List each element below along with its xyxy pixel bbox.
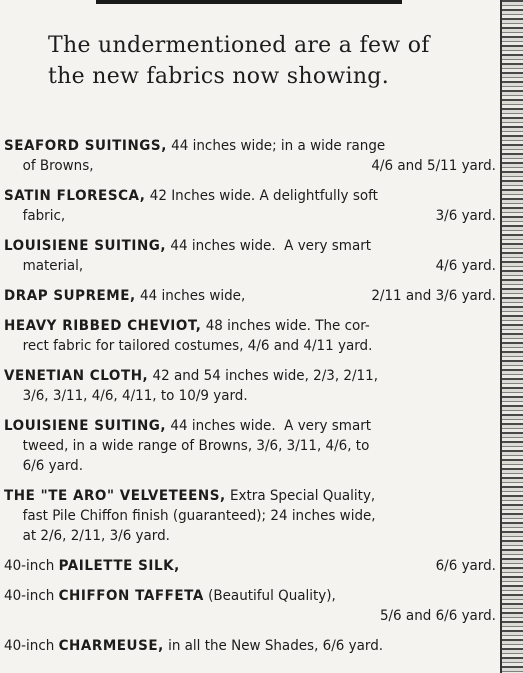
fabric-description: 44 inches wide. A very smart [166, 418, 372, 434]
fabric-name: SEAFORD SUITINGS, [4, 138, 167, 154]
fabric-item-seaford-suitings [4, 136, 496, 176]
fabric-name: CHIFFON TAFFETA [58, 588, 204, 604]
fabric-item-louisiene-suiting [4, 236, 496, 276]
fabric-name: SATIN FLORESCA, [4, 188, 146, 204]
fabric-price: 2/11 and 3/6 yard. [371, 288, 496, 304]
item-line [4, 556, 496, 576]
fabric-width-prefix: 40-inch [4, 588, 59, 604]
item-line [4, 286, 496, 306]
item-line [4, 636, 496, 656]
item-line [4, 436, 496, 456]
fabric-description: Extra Special Quality, [225, 488, 376, 504]
top-rule [96, 0, 402, 4]
item-line [4, 366, 496, 386]
fabric-item-satin-floresca [4, 186, 496, 226]
fabric-description: 44 inches wide; in a wide range [166, 138, 386, 154]
fabric-price: 5/6 and 6/6 yard. [379, 608, 496, 624]
intro-line-1: The undermentioned are a few of [48, 33, 430, 58]
fabric-description: 42 Inches wide. A delightfully soft [145, 188, 378, 204]
fabric-item-heavy-ribbed-cheviot [4, 316, 496, 356]
item-line [4, 456, 496, 476]
fabric-item-te-aro-velveteens [4, 486, 496, 546]
fabric-description: at 2/6, 2/11, 3/6 yard. [22, 528, 170, 544]
fabric-item-pailette-silk [4, 556, 496, 576]
item-line [4, 506, 496, 526]
fabric-price: 6/6 yard. [435, 558, 496, 574]
fabric-item-charmeuse [4, 636, 496, 656]
item-line [4, 416, 496, 436]
intro-heading [48, 30, 468, 92]
fabric-width-prefix: 40-inch [4, 638, 59, 654]
fabric-name: THE "TE ARO" VELVETEENS, [4, 488, 226, 504]
fabric-description: 48 inches wide. The cor- [201, 318, 370, 334]
fabric-item-chiffon-taffeta [4, 586, 496, 626]
fabric-description: fabric, [22, 208, 66, 224]
item-line [4, 586, 496, 606]
fabric-width-prefix: 40-inch [4, 558, 59, 574]
fabric-description: 44 inches wide. A very smart [166, 238, 372, 254]
fabric-list [4, 136, 496, 666]
fabric-description: fast Pile Chiffon finish (guaranteed); 24 inches wide, [22, 508, 376, 524]
item-line [4, 156, 496, 176]
fabric-name: PAILETTE SILK, [58, 558, 180, 574]
fabric-name: VENETIAN CLOTH, [4, 368, 149, 384]
item-line [4, 316, 496, 336]
item-line [4, 136, 496, 156]
fabric-price: 4/6 and 5/11 yard. [371, 158, 496, 174]
fabric-price: 3/6 yard. [435, 208, 496, 224]
adjacent-page-edge [502, 0, 523, 673]
fabric-description: 3/6, 3/11, 4/6, 4/11, to 10/9 yard. [22, 388, 248, 404]
fabric-description: rect fabric for tailored costumes, 4/6 and 4/11 yard. [22, 338, 373, 354]
item-line [4, 526, 496, 546]
item-line [4, 336, 496, 356]
item-line [4, 236, 496, 256]
fabric-description: 42 and 54 inches wide, 2/3, 2/11, [148, 368, 378, 384]
fabric-name: LOUISIENE SUITING, [4, 238, 167, 254]
fabric-name: DRAP SUPREME, [4, 288, 136, 304]
fabric-description: 6/6 yard. [22, 458, 83, 474]
fabric-description: 44 inches wide, [135, 288, 246, 304]
fabric-description: in all the New Shades, 6/6 yard. [163, 638, 384, 654]
item-line [4, 386, 496, 406]
fabric-name: LOUISIENE SUITING, [4, 418, 167, 434]
item-line [4, 486, 496, 506]
fabric-item-drap-supreme [4, 286, 496, 306]
fabric-name: CHARMEUSE, [58, 638, 164, 654]
item-line [4, 186, 496, 206]
fabric-description: tweed, in a wide range of Browns, 3/6, 3/11, 4/6, to [22, 438, 370, 454]
intro-line-2: the new fabrics now showing. [48, 64, 389, 89]
item-line [4, 206, 496, 226]
fabric-item-louisiene-suiting-tweed [4, 416, 496, 476]
fabric-description: material, [22, 258, 84, 274]
fabric-price: 4/6 yard. [435, 258, 496, 274]
fabric-item-venetian-cloth [4, 366, 496, 406]
item-line [4, 606, 496, 626]
fabric-description: of Browns, [22, 158, 94, 174]
fabric-name: HEAVY RIBBED CHEVIOT, [4, 318, 202, 334]
item-line [4, 256, 496, 276]
fabric-description: (Beautiful Quality), [203, 588, 336, 604]
